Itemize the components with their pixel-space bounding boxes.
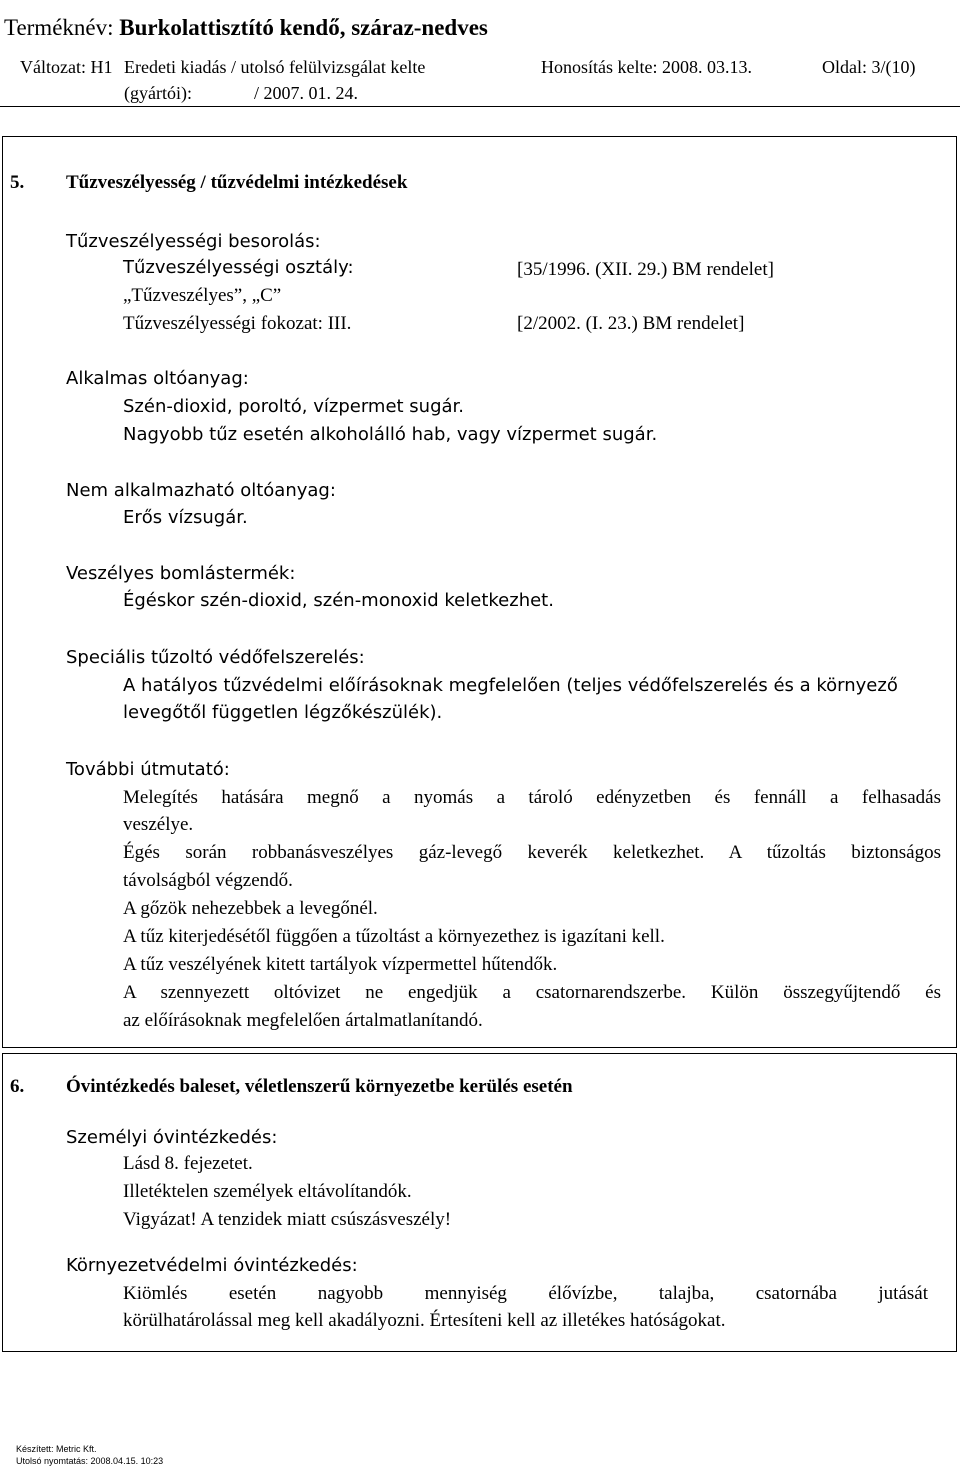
hazardous-label: Veszélyes bomlástermék:	[66, 563, 296, 584]
further-line-6a: A szennyezett oltóvizet ne engedjük a csatornarendszerbe. Külön összegyűjtendő és	[123, 982, 941, 1003]
product-name: Burkolattisztító kendő, száraz-nedves	[119, 15, 488, 40]
further-line-1b: veszélye.	[123, 814, 194, 835]
personal-line-2: Illetéktelen személyek eltávolítandók.	[123, 1181, 412, 1202]
issue-label-cont: (gyártói):	[124, 83, 192, 103]
section-6-title: Óvintézkedés baleset, véletlenszerű környezetbe kerülés esetén	[66, 1076, 573, 1097]
further-line-5: A tűz veszélyének kitett tartályok vízpermettel hűtendők.	[123, 954, 558, 975]
further-line-2b: távolságból végzendő.	[123, 870, 293, 891]
personal-line-1: Lásd 8. fejezetet.	[123, 1153, 253, 1174]
section-5-title: Tűzveszélyesség / tűzvédelmi intézkedések	[66, 172, 408, 193]
environment-line-1: Kiömlés esetén nagyobb mennyiség élővízbe, talajba, csatornába jutását	[123, 1283, 928, 1304]
product-label: Terméknév:	[4, 15, 114, 40]
suitable-label: Alkalmas oltóanyag:	[66, 368, 249, 389]
footer-prepared-by: Készített: Metric Kft.	[16, 1444, 97, 1454]
ppe-line-1: A hatályos tűzvédelmi előírásoknak megfelelően (teljes védőfelszerelés és a környező	[123, 675, 898, 696]
version: Változat: H1	[20, 57, 113, 77]
personal-line-3: Vigyázat! A tenzidek miatt csúszásveszély!	[123, 1209, 452, 1230]
unsuitable-line-1: Erős vízsugár.	[123, 507, 248, 528]
section-5-number: 5.	[10, 172, 25, 193]
unsuitable-label: Nem alkalmazható oltóanyag:	[66, 480, 336, 501]
classification-label: Tűzveszélyességi besorolás:	[66, 231, 321, 252]
further-label: További útmutató:	[66, 759, 230, 780]
class-value: „Tűzveszélyes”, „C”	[123, 285, 282, 306]
suitable-line-1: Szén-dioxid, poroltó, vízpermet sugár.	[123, 396, 465, 417]
footer-last-printed: Utolsó nyomtatás: 2008.04.15. 10:23	[16, 1456, 164, 1466]
issue-label: Eredeti kiadás / utolsó felülvizsgálat kelte	[124, 57, 426, 77]
class-reference: [35/1996. (XII. 29.) BM rendelet]	[517, 259, 774, 280]
ppe-line-2: levegőtől független légzőkészülék).	[123, 702, 443, 723]
further-line-6b: az előírásoknak megfelelően ártalmatlanítandó.	[123, 1010, 483, 1031]
environment-line-2: körülhatárolással meg kell akadályozni. Értesíteni kell az illetékes hatóságokat.	[123, 1310, 726, 1331]
section-6-number: 6.	[10, 1076, 25, 1097]
personal-label: Személyi óvintézkedés:	[66, 1127, 278, 1148]
header-product-line	[4, 14, 488, 42]
degree-reference: [2/2002. (I. 23.) BM rendelet]	[517, 313, 745, 334]
further-line-1a: Melegítés hatására megnő a nyomás a tároló edényzetben és fennáll a felhasadás	[123, 787, 941, 808]
ppe-label: Speciális tűzoltó védőfelszerelés:	[66, 647, 365, 668]
page-number: Oldal: 3/(10)	[822, 57, 916, 77]
further-line-2a: Égés során robbanásveszélyes gáz-levegő keverék keletkezhet. A tűzoltás biztonságos	[123, 842, 941, 863]
hazardous-line-1: Égéskor szén-dioxid, szén-monoxid keletkezhet.	[123, 590, 554, 611]
further-line-3: A gőzök nehezebbek a levegőnél.	[123, 898, 378, 919]
localization-date: Honosítás kelte: 2008. 03.13.	[541, 57, 752, 77]
further-line-4: A tűz kiterjedésétől függően a tűzoltást a környezethez is igazítani kell.	[123, 926, 665, 947]
degree-label: Tűzveszélyességi fokozat: III.	[123, 313, 352, 334]
suitable-line-2: Nagyobb tűz esetén alkoholálló hab, vagy vízpermet sugár.	[123, 424, 658, 445]
environment-label: Környezetvédelmi óvintézkedés:	[66, 1255, 358, 1276]
issue-date: / 2007. 01. 24.	[254, 83, 359, 103]
class-label: Tűzveszélyességi osztály:	[123, 257, 354, 278]
header-divider	[0, 106, 960, 107]
